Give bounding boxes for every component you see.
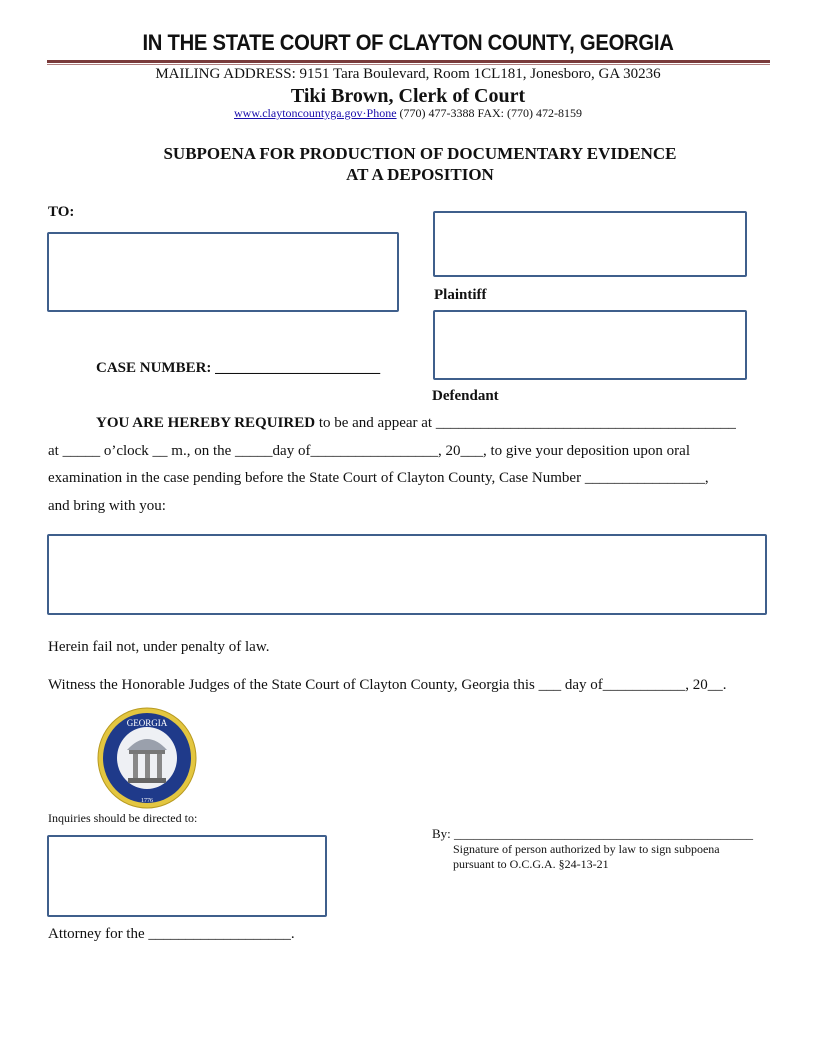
svg-text:GEORGIA: GEORGIA	[126, 718, 168, 728]
signature-caption-2: pursuant to O.C.G.A. §24-13-21	[453, 857, 609, 871]
georgia-seal-icon	[96, 706, 198, 810]
website-link[interactable]: www.claytoncountyga.gov·Phone	[234, 106, 397, 120]
svg-text:1776: 1776	[141, 798, 153, 804]
court-title: IN THE STATE COURT OF CLAYTON COUNTY, GEORGIA	[142, 30, 674, 55]
fail-not-text: Herein fail not, under penalty of law.	[48, 639, 270, 655]
attorney-for-line: Attorney for the ___________________.	[48, 926, 295, 942]
defendant-field[interactable]	[433, 310, 747, 380]
plaintiff-field[interactable]	[433, 211, 747, 277]
clerk-name: Tiki Brown, Clerk of Court	[290, 85, 526, 107]
witness-text: Witness the Honorable Judges of the State Court of Clayton County, Georgia this ___ day of___________, 20__.	[48, 677, 727, 693]
required-bold: YOU ARE HEREBY REQUIRED	[96, 415, 316, 431]
contact-phone-fax: (770) 477-3388 FAX: (770) 472-8159	[396, 106, 582, 120]
document-title-line2: AT A DEPOSITION	[346, 165, 494, 184]
required-line	[96, 415, 736, 432]
document-title-line1: SUBPOENA FOR PRODUCTION OF DOCUMENTARY EVIDENCE	[163, 144, 677, 163]
case-number: CASE NUMBER: ______________________	[96, 360, 381, 376]
mailing-address: MAILING ADDRESS: 9151 Tara Boulevard, Room 1CL181, Jonesboro, GA 30236	[155, 66, 661, 82]
signature-caption-1: Signature of person authorized by law to sign subpoena	[453, 842, 720, 856]
signature-line: By: ______________________________________________	[432, 826, 754, 841]
required-rest: to be and appear at ________________________________________	[315, 415, 736, 431]
recipient-field[interactable]	[47, 232, 399, 312]
to-label: TO:	[48, 204, 75, 220]
contact-line	[0, 106, 816, 121]
bring-with-you: and bring with you:	[48, 498, 166, 514]
plaintiff-label: Plaintiff	[434, 287, 487, 303]
defendant-label: Defendant	[432, 388, 499, 404]
inquiries-label: Inquiries should be directed to:	[48, 811, 198, 825]
header-rule-thin	[47, 64, 770, 65]
case-pending-line: examination in the case pending before the State Court of Clayton County, Case Number ________________,	[48, 470, 709, 486]
header-rule	[47, 60, 770, 63]
inquiries-contact-field[interactable]	[47, 835, 327, 917]
deposition-time-line: at _____ o’clock __ m., on the _____day of_________________, 20___, to give your deposition upon oral	[48, 443, 691, 459]
documents-field[interactable]	[47, 534, 767, 615]
